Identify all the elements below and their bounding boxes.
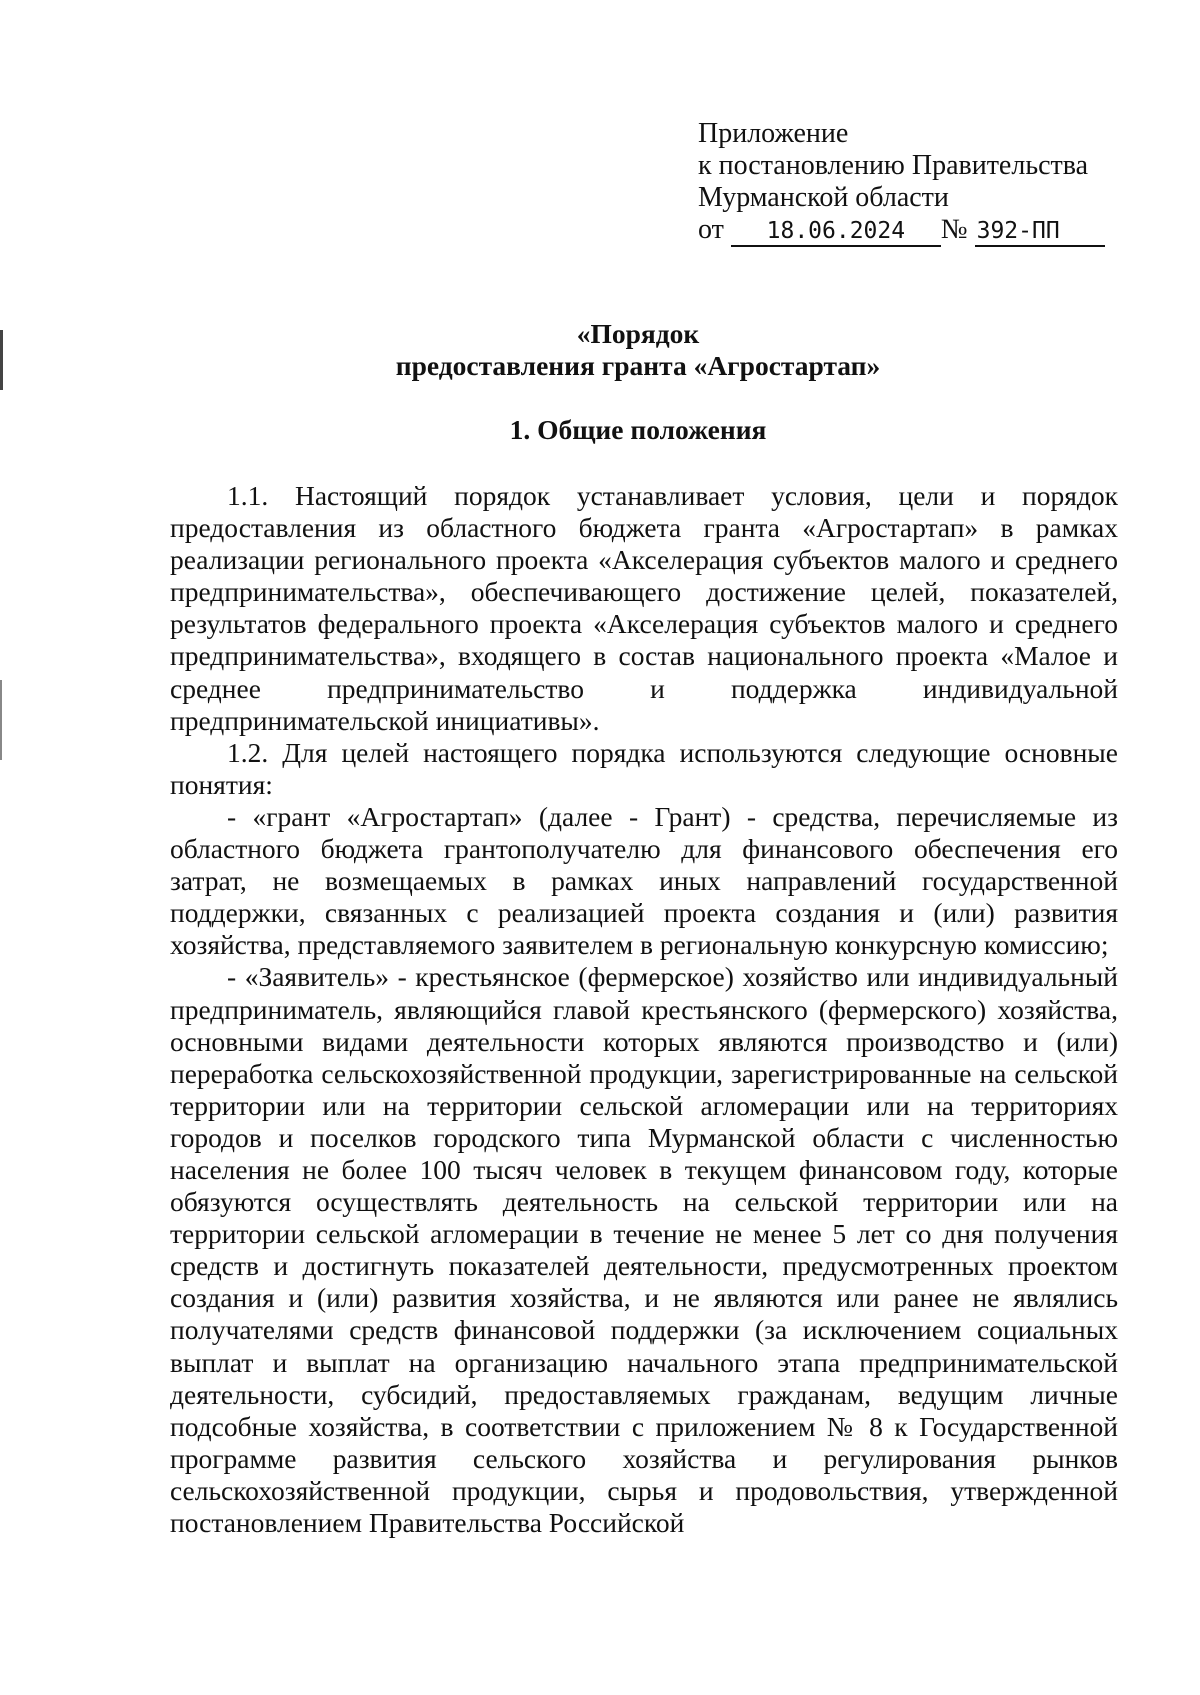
title-line: «Порядок bbox=[576, 318, 700, 349]
appendix-line: Мурманской области bbox=[698, 182, 949, 213]
resolution-number: 392-ПП bbox=[975, 217, 1105, 247]
appendix-date-number-line bbox=[698, 214, 1105, 247]
document-title bbox=[168, 318, 1108, 382]
title-line: предоставления гранта «Агростартап» bbox=[395, 350, 881, 381]
paragraph: 1.2. Для целей настоящего порядка используются следующие основные понятия: bbox=[170, 736, 1118, 800]
section-heading: 1. Общие положения bbox=[509, 414, 767, 445]
scan-margin-mark bbox=[0, 330, 3, 390]
appendix-line: к постановлению Правительства bbox=[698, 150, 1089, 181]
date-prefix: от bbox=[698, 214, 724, 245]
paragraph: - «Заявитель» - крестьянское (фермерское) хозяйство или индивидуальный предприниматель, являющийся главой крестьянского (фермерского) хозяйства, основными видами деятельности которых являются производство и (или) переработка сельскохозяйственной продукции, зарегистрированные на сельской территории или на территории сельской агломерации или на территориях городов и поселков городского типа Мурманской области с численностью населения не более 100 тысяч человек в текущем финансовом году, которые обязуются осуществлять деятельность на сельской территории или на территории сельской агломерации в течение не менее 5 лет со дня получения средств и достигнуть показателей деятельности, предусмотренных проектом создания и (или) развития хозяйства, и не являются или ранее не являлись получателями средств финансовой поддержки (за исключением социальных выплат и выплат на организацию начального этапа предпринимательской деятельности, субсидий, предоставляемых гражданам, ведущим личные подсобные хозяйства, в соответствии с приложением № 8 к Государственной программе развития сельского хозяйства и регулирования рынков сельскохозяйственной продукции, сырья и продовольствия, утвержденной постановлением Правительства Российской bbox=[170, 961, 1118, 1538]
scan-margin-mark bbox=[0, 680, 2, 760]
paragraph: 1.1. Настоящий порядок устанавливает условия, цели и порядок предоставления из областного бюджета гранта «Агростартап» в рамках реализации регионального проекта «Акселерация субъектов малого и среднего предпринимательства», обеспечивающего достижение целей, показателей, результатов федерального проекта «Акселерация субъектов малого и среднего предпринимательства», входящего в состав национального проекта «Малое и среднее предпринимательство и поддержка индивидуальной предпринимательской инициативы». bbox=[170, 480, 1118, 736]
paragraph: - «грант «Агростартап» (далее - Грант) - средства, перечисляемые из областного бюджета грантополучателю для финансового обеспечения его затрат, не возмещаемых в рамках иных направлений государственной поддержки, связанных с реализацией проекта создания и (или) развития хозяйства, представляемого заявителем в региональную конкурсную комиссию; bbox=[170, 800, 1118, 961]
document-body bbox=[170, 480, 1118, 1539]
appendix-line: Приложение bbox=[698, 118, 849, 149]
appendix-header bbox=[698, 118, 1105, 247]
resolution-date: 18.06.2024 bbox=[731, 217, 941, 247]
number-prefix: № bbox=[940, 214, 968, 245]
